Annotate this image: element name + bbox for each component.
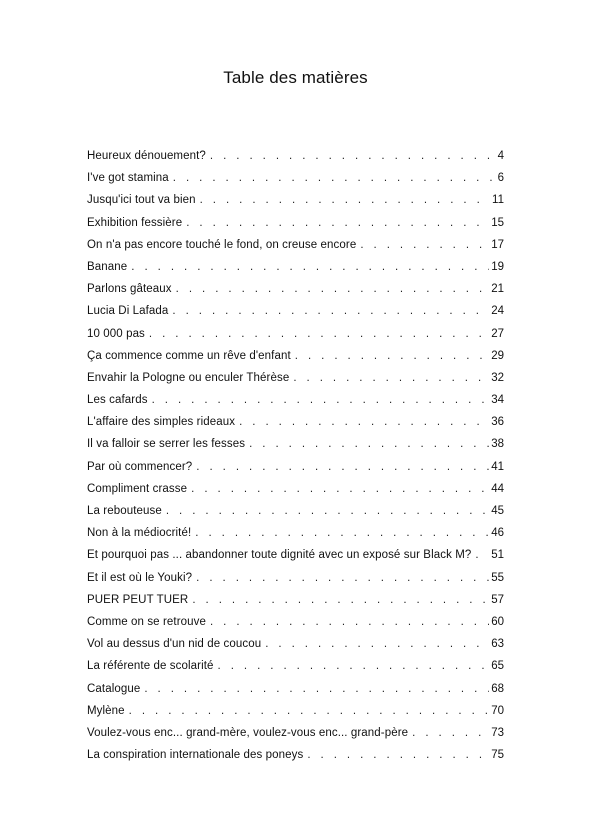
dot-leader bbox=[249, 435, 489, 453]
toc-entry-page-number: 41 bbox=[491, 460, 504, 473]
toc-entry[interactable] bbox=[87, 524, 504, 546]
toc-entry-title: On n'a pas encore touché le fond, on creuse encore bbox=[87, 238, 357, 251]
toc-entry-page-number: 24 bbox=[491, 305, 504, 318]
toc-entry-page-number: 32 bbox=[491, 371, 504, 384]
dot-leader bbox=[176, 280, 490, 298]
dot-leader bbox=[307, 746, 489, 764]
toc-entry-page-number: 45 bbox=[491, 505, 504, 517]
toc-entry-title: Par où commencer? bbox=[87, 460, 193, 473]
dot-leader bbox=[195, 524, 489, 542]
toc-entry-title: Comme on se retrouve bbox=[87, 615, 206, 628]
dot-leader bbox=[129, 702, 490, 720]
dot-leader bbox=[265, 635, 489, 653]
dot-leader bbox=[200, 191, 490, 209]
dot-leader bbox=[166, 502, 489, 520]
toc-entry-page-number: 11 bbox=[492, 194, 504, 207]
toc-entry-page-number: 68 bbox=[491, 682, 504, 695]
toc-entry-page-number: 60 bbox=[491, 615, 504, 628]
toc-entry[interactable] bbox=[87, 347, 504, 369]
toc-entry-title: Voulez-vous enc... grand-mère, voulez-vous enc... grand-père bbox=[87, 726, 409, 739]
dot-leader bbox=[173, 169, 496, 187]
page-title: Table des matières bbox=[223, 68, 368, 87]
toc-entry[interactable] bbox=[87, 502, 504, 524]
toc-entry-title: Il va falloir se serrer les fesses bbox=[87, 438, 246, 451]
toc-entry-page-number: 63 bbox=[491, 638, 504, 651]
toc-entry-page-number: 65 bbox=[491, 660, 504, 673]
toc-entry-page-number: 38 bbox=[491, 438, 504, 451]
dot-leader bbox=[192, 591, 489, 609]
toc-entry-title: PUER PEUT TUER bbox=[87, 593, 189, 606]
toc-entry-title: Jusqu'ici tout va bien bbox=[87, 194, 196, 207]
toc-entry[interactable] bbox=[87, 680, 504, 702]
toc-entry-title: Mylène bbox=[87, 704, 125, 717]
toc-entry[interactable] bbox=[87, 435, 504, 457]
toc-entry[interactable] bbox=[87, 413, 504, 435]
toc-entry-title: Parlons gâteaux bbox=[87, 283, 172, 296]
dot-leader bbox=[239, 413, 489, 431]
dot-leader bbox=[210, 613, 489, 631]
toc-entry-page-number: 27 bbox=[491, 327, 504, 340]
toc-entry-page-number: 57 bbox=[491, 593, 504, 606]
toc-entry-title: La référente de scolarité bbox=[87, 660, 214, 673]
toc-entry-title: La conspiration internationale des poneys bbox=[87, 749, 304, 762]
dot-leader bbox=[186, 214, 489, 232]
toc-entry[interactable] bbox=[87, 635, 504, 657]
toc-entry-page-number: 15 bbox=[491, 216, 504, 229]
toc-entry-title: Et pourquoi pas ... abandonner toute dignité avec un exposé sur Black M? bbox=[87, 549, 472, 562]
table-of-contents bbox=[87, 147, 504, 768]
toc-entry-page-number: 75 bbox=[491, 749, 504, 762]
toc-entry-page-number: 34 bbox=[491, 394, 504, 407]
toc-entry-title: Et il est où le Youki? bbox=[87, 571, 193, 584]
toc-entry[interactable] bbox=[87, 391, 504, 413]
toc-entry[interactable] bbox=[87, 169, 504, 191]
toc-entry-title: Lucia Di Lafada bbox=[87, 305, 169, 318]
toc-entry-page-number: 17 bbox=[491, 238, 504, 251]
toc-entry-page-number: 73 bbox=[491, 726, 504, 739]
toc-entry-page-number: 36 bbox=[491, 416, 504, 429]
toc-entry[interactable] bbox=[87, 569, 504, 591]
toc-entry-page-number: 55 bbox=[491, 571, 504, 584]
toc-entry-page-number: 6 bbox=[497, 172, 504, 185]
toc-entry-page-number: 70 bbox=[491, 704, 504, 717]
toc-entry-page-number: 29 bbox=[491, 349, 504, 362]
dot-leader bbox=[412, 724, 489, 742]
toc-entry-title: 10 000 pas bbox=[87, 327, 145, 340]
dot-leader bbox=[293, 369, 489, 387]
toc-entry-title: Vol au dessus d'un nid de coucou bbox=[87, 638, 262, 651]
toc-entry-title: I've got stamina bbox=[87, 172, 169, 185]
toc-entry-page-number: 46 bbox=[491, 527, 504, 540]
toc-entry-page-number: 21 bbox=[491, 283, 504, 296]
dot-leader bbox=[295, 347, 489, 365]
toc-entry[interactable] bbox=[87, 191, 504, 213]
toc-entry[interactable] bbox=[87, 214, 504, 236]
toc-entry[interactable] bbox=[87, 369, 504, 391]
toc-entry[interactable] bbox=[87, 458, 504, 480]
toc-entry-page-number: 4 bbox=[497, 150, 504, 162]
toc-entry[interactable] bbox=[87, 236, 504, 258]
toc-entry[interactable] bbox=[87, 302, 504, 324]
toc-entry[interactable] bbox=[87, 591, 504, 613]
toc-entry[interactable] bbox=[87, 613, 504, 635]
dot-leader bbox=[196, 458, 489, 476]
dot-leader bbox=[360, 236, 489, 254]
toc-entry-page-number: 44 bbox=[491, 482, 504, 495]
toc-entry-title: La rebouteuse bbox=[87, 505, 162, 517]
dot-leader bbox=[131, 258, 489, 276]
dot-leader bbox=[210, 147, 496, 165]
toc-entry[interactable] bbox=[87, 657, 504, 679]
toc-entry-title: Ça commence comme un rêve d'enfant bbox=[87, 349, 291, 362]
toc-entry-title: Les cafards bbox=[87, 394, 148, 407]
toc-entry[interactable] bbox=[87, 325, 504, 347]
toc-entry-title: Compliment crasse bbox=[87, 482, 188, 495]
toc-entry-title: Catalogue bbox=[87, 682, 141, 695]
dot-leader bbox=[475, 546, 489, 564]
toc-entry-title: Envahir la Pologne ou enculer Thérèse bbox=[87, 371, 290, 384]
toc-entry[interactable] bbox=[87, 480, 504, 502]
toc-entry-page-number: 19 bbox=[491, 260, 504, 273]
dot-leader bbox=[191, 480, 489, 498]
toc-entry-title: Banane bbox=[87, 260, 128, 273]
dot-leader bbox=[172, 302, 489, 320]
toc-entry[interactable] bbox=[87, 546, 504, 568]
toc-entry-title: Exhibition fessière bbox=[87, 216, 183, 229]
toc-entry[interactable] bbox=[87, 702, 504, 724]
dot-leader bbox=[196, 569, 489, 587]
toc-entry-page-number: 51 bbox=[491, 549, 504, 562]
toc-entry[interactable] bbox=[87, 724, 504, 746]
toc-entry-title: Non à la médiocrité! bbox=[87, 527, 192, 540]
dot-leader bbox=[218, 657, 490, 675]
toc-entry[interactable] bbox=[87, 147, 504, 169]
toc-entry-title: L'affaire des simples rideaux bbox=[87, 416, 236, 429]
toc-entry-title: Heureux dénouement? bbox=[87, 150, 206, 162]
dot-leader bbox=[144, 680, 489, 698]
dot-leader bbox=[149, 325, 489, 343]
toc-entry[interactable] bbox=[87, 280, 504, 302]
toc-entry[interactable] bbox=[87, 258, 504, 280]
toc-entry[interactable] bbox=[87, 746, 504, 768]
dot-leader bbox=[152, 391, 490, 409]
